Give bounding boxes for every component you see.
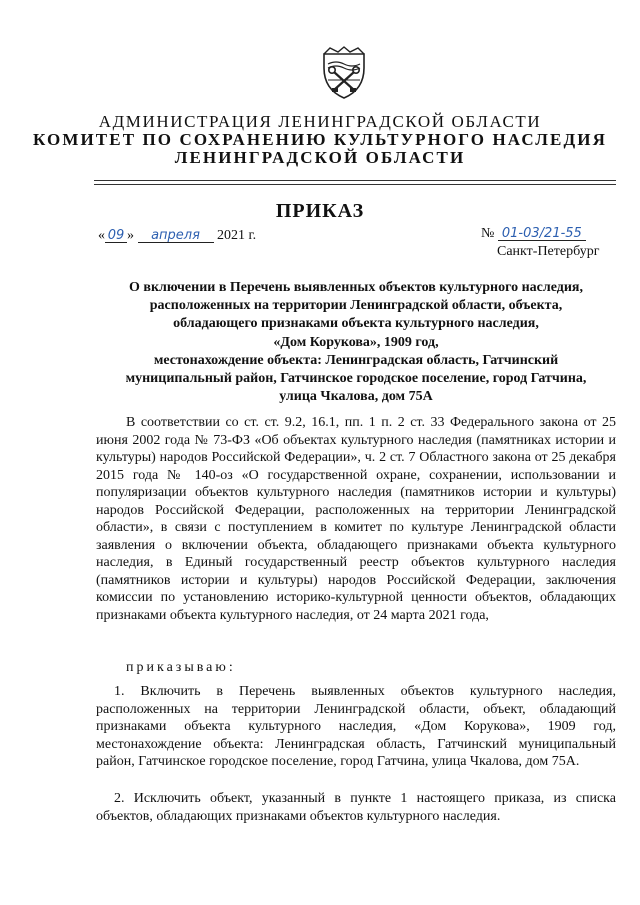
header-committee: КОМИТЕТ ПО СОХРАНЕНИЮ КУЛЬТУРНОГО НАСЛЕДИЯ	[33, 130, 607, 149]
preamble-paragraph: В соответствии со ст. ст. 9.2, 16.1, пп. 1 п. 2 ст. 33 Федерального закона от 25 июня 2002 года № 73-ФЗ «Об объектах культурного наследия (памятниках истории и культуры) народов Российской Федерации», ч. 2 ст. 7 Областного закона от 25 декабря 2015 года № 140-оз «О государственной охране, сохранении, использовании и популяризации объектов культурного наследия (памятников истории и культуры) народов Российской Федерации, расположенных на территории Ленинградской области», в связи с поступлением в комитет по культуре Ленинградской области заявления о включении объекта, обладающего признаками объекта культурного наследия, в Единый государственный реестр объектов культурного наследия (памятников истории и культуры) народов Российской Федерации, заключения комиссии по установлению историко-культурной ценности объектов, обладающих признаками объекта культурного наследия, от 24 марта 2021 года,	[96, 415, 616, 623]
subject-line: О включении в Перечень выявленных объектов культурного наследия,	[129, 280, 583, 295]
date-open-quote: «	[98, 228, 105, 243]
document-title: ПРИКАЗ	[275, 200, 365, 222]
number-prefix: №	[481, 226, 495, 241]
header-divider-top	[94, 180, 616, 181]
date-close-quote: »	[127, 228, 134, 243]
subject-line: муниципальный район, Гатчинское городское поселение, город Гатчина,	[125, 371, 587, 387]
header-divider-bottom	[94, 184, 616, 185]
subject-line: обладающего признаками объекта культурного наследия,	[173, 316, 539, 332]
header-region: ЛЕНИНГРАДСКОЙ ОБЛАСТИ	[174, 148, 466, 167]
number-value: 01-03/21-55	[498, 227, 586, 241]
order-number	[481, 226, 586, 242]
subject-line: «Дом Корукова», 1909 год,	[273, 334, 439, 350]
date-year: 2021 г.	[217, 228, 257, 243]
subject-line: расположенных на территории Ленинградской области, объекта,	[149, 298, 563, 314]
order-directive-word: приказываю:	[126, 660, 236, 675]
subject-line: местонахождение объекта: Ленинградская область, Гатчинский	[153, 352, 559, 368]
order-date	[98, 228, 256, 244]
subject-line: улица Чкалова, дом 75А	[279, 389, 433, 405]
order-city: Санкт-Петербург	[497, 244, 600, 259]
coat-of-arms-emblem	[320, 46, 368, 102]
date-month: апреля	[138, 229, 214, 243]
order-item-2: 2. Исключить объект, указанный в пункте 1 настоящего приказа, из списка объектов, обладающих признаками объектов культурного наследия.	[96, 791, 616, 824]
header-administration: АДМИНИСТРАЦИЯ ЛЕНИНГРАДСКОЙ ОБЛАСТИ	[98, 112, 542, 131]
order-item-1: 1. Включить в Перечень выявленных объектов культурного наследия, расположенных на территории Ленинградской области, объект, обладающий признаками объекта культурного наследия, «Дом Корукова», 1909 год, местонахождение объекта: Ленинградская область, Гатчинский муниципальный район, Гатчинское городское поселение, город Гатчина, улица Чкалова, дом 75А.	[96, 684, 616, 769]
order-subject	[95, 279, 617, 406]
date-day: 09	[105, 229, 127, 243]
